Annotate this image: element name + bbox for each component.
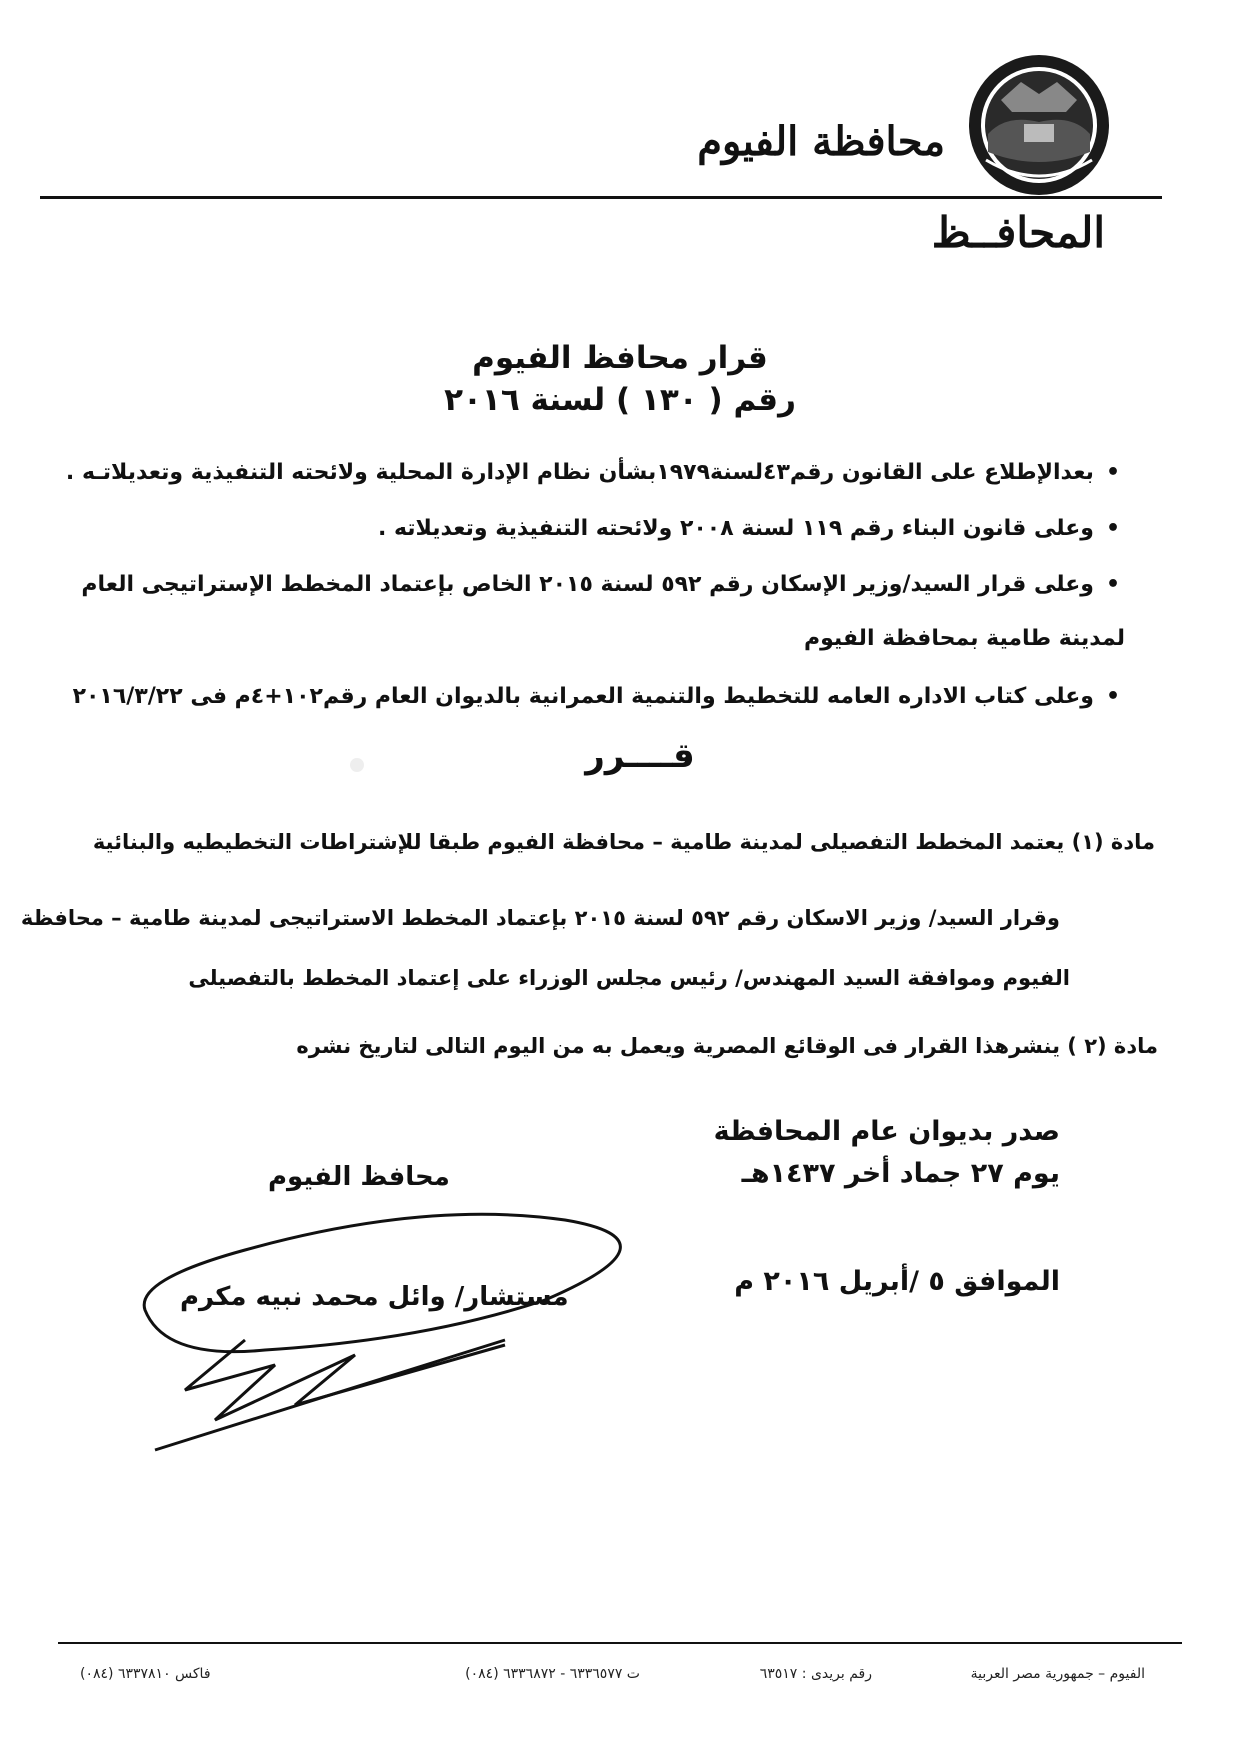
issued-place: صدر بديوان عام المحافظة <box>713 1116 1060 1147</box>
preamble-item: •وعلى قانون البناء رقم ١١٩ لسنة ٢٠٠٨ ولائحته التنفيذية وتعديلاته . <box>377 516 1120 541</box>
footer-address: الفيوم – جمهورية مصر العربية <box>970 1666 1145 1682</box>
scan-mark <box>350 758 364 772</box>
preamble-item: •وعلى قرار السيد/وزير الإسكان رقم ٥٩٢ لسنة ٢٠١٥ الخاص بإعتماد المخطط الإستراتيجى العام <box>81 572 1120 597</box>
decided-heading: قــــرر <box>585 736 695 776</box>
article-1-line: وقرار السيد/ وزير الاسكان رقم ٥٩٢ لسنة ٢٠١٥ بإعتماد المخطط الاستراتيجى لمدينة طامية – محافظة <box>20 906 1060 930</box>
governorate-logo <box>966 52 1112 198</box>
article-1-line: الفيوم وموافقة السيد المهندس/ رئيس مجلس الوزراء على إعتماد المخطط بالتفصيلى <box>188 966 1070 990</box>
decree-number: رقم ( ١٣٠ ) لسنة ٢٠١٦ <box>444 382 796 418</box>
handwritten-signature <box>125 1190 645 1470</box>
bullet-icon: • <box>1105 460 1120 485</box>
preamble-item: •وعلى كتاب الاداره العامه للتخطيط والتنمية العمرانية بالديوان العام رقم١٠٢+٤م فى ٢٠١٦/٣/٢٢ <box>72 684 1120 709</box>
bullet-icon: • <box>1105 572 1120 597</box>
preamble-item-continued: لمدينة طامية بمحافظة الفيوم <box>803 626 1125 651</box>
preamble-item: •بعدالإطلاع على القانون رقم٤٣لسنة١٩٧٩بشأن نظام الإدارة المحلية ولائحته التنفيذية وتعديلاتـه . <box>65 460 1120 485</box>
governorate-name: محافظة الفيوم <box>697 118 945 165</box>
bullet-icon: • <box>1105 684 1120 709</box>
article-1-line: مادة (١) يعتمد المخطط التفصيلى لمدينة طامية – محافظة الفيوم طبقا للإشتراطات التخطيطيه والبنائية <box>92 830 1155 854</box>
header-divider <box>40 196 1162 199</box>
footer-divider <box>58 1642 1182 1644</box>
office-title: المحافــظ <box>931 208 1105 257</box>
footer-postal-code: رقم بريدى : ٦٣٥١٧ <box>759 1666 872 1682</box>
issued-gregorian-date: الموافق ٥ /أبريل ٢٠١٦ م <box>734 1266 1060 1297</box>
signatory-title: محافظ الفيوم <box>268 1162 450 1192</box>
issued-hijri-date: يوم ٢٧ جماد أخر ١٤٣٧هـ <box>741 1158 1060 1189</box>
article-2: مادة (٢ ) ينشرهذا القرار فى الوقائع المصرية ويعمل به من اليوم التالى لتاريخ نشره <box>296 1034 1158 1058</box>
footer-phone: ت ٦٣٣٦٥٧٧ - ٦٣٣٦٨٧٢ (٠٨٤) <box>465 1666 640 1682</box>
signatory-name: مستشار/ وائل محمد نبيه مكرم <box>180 1282 569 1312</box>
bullet-icon: • <box>1105 516 1120 541</box>
decree-title: قرار محافظ الفيوم <box>472 340 768 376</box>
footer-fax: فاكس ٦٣٣٧٨١٠ (٠٨٤) <box>80 1666 211 1682</box>
